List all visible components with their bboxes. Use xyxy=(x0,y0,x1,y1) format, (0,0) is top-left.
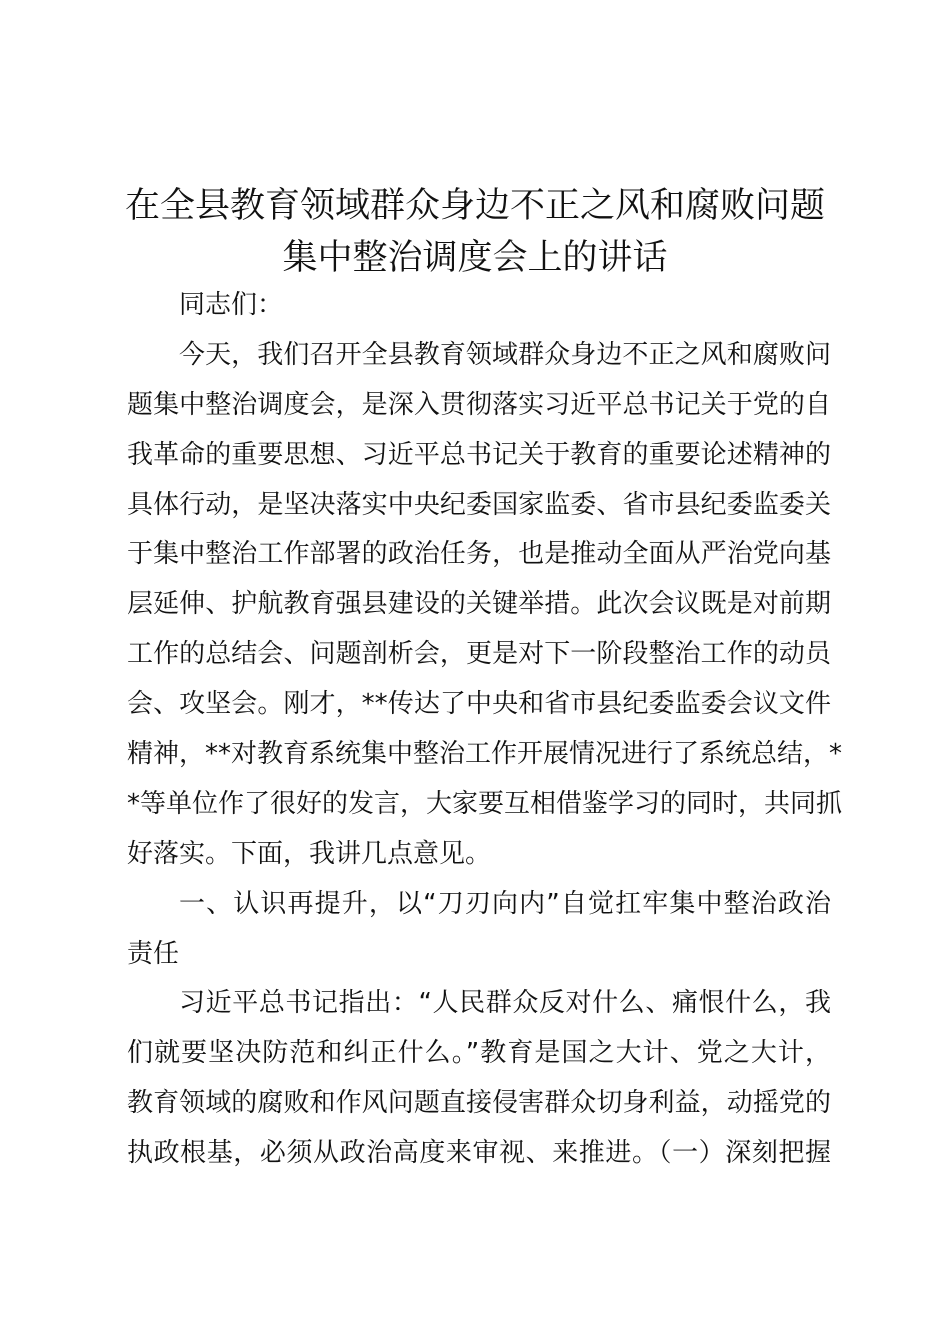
paragraph-line: 层延伸、护航教育强县建设的关键举措。此次会议既是对前期 xyxy=(127,589,831,620)
paragraph-section-1 xyxy=(127,979,831,1179)
heading-line: 责任 xyxy=(127,938,180,969)
paragraph-line: 工作的总结会、问题剖析会，更是对下一阶段整治工作的动员 xyxy=(127,639,831,670)
paragraph-line: 题集中整治调度会，是深入贯彻落实习近平总书记关于党的自 xyxy=(127,389,831,420)
paragraph-line: 今天，我们召开全县教育领域群众身边不正之风和腐败问 xyxy=(179,339,831,370)
paragraph-line: 执政根基，必须从政治高度来审视、来推进。（一）深刻把握 xyxy=(127,1138,831,1169)
paragraph-opening xyxy=(127,331,843,880)
document-title xyxy=(120,180,830,284)
paragraph-line: *等单位作了很好的发言，大家要互相借鉴学习的同时，共同抓 xyxy=(127,788,843,819)
paragraph-line: 好落实。下面，我讲几点意见。 xyxy=(127,838,492,869)
salutation: 同志们： xyxy=(179,290,284,320)
paragraph-line: 具体行动，是坚决落实中央纪委国家监委、省市县纪委监委关 xyxy=(127,489,831,520)
paragraph-line: 们就要坚决防范和纠正什么。”教育是国之大计、党之大计， xyxy=(127,1038,831,1069)
paragraph-line: 教育领域的腐败和作风问题直接侵害群众切身利益，动摇党的 xyxy=(127,1088,831,1119)
title-line-2: 集中整治调度会上的讲话 xyxy=(282,238,668,278)
paragraph-line: 我革命的重要思想、习近平总书记关于教育的重要论述精神的 xyxy=(127,439,831,470)
paragraph-line: 会、攻坚会。刚才，**传达了中央和省市县纪委监委会议文件 xyxy=(127,689,831,720)
document-body xyxy=(127,281,843,1179)
heading-line: 一、认识再提升，以“刀刃向内”自觉扛牢集中整治政治 xyxy=(179,888,831,919)
paragraph-line: 习近平总书记指出：“人民群众反对什么、痛恨什么，我 xyxy=(179,988,831,1019)
paragraph-line: 于集中整治工作部署的政治任务，也是推动全面从严治党向基 xyxy=(127,539,831,570)
title-line-1: 在全县教育领域群众身边不正之风和腐败问题 xyxy=(124,186,825,226)
section-heading-1 xyxy=(127,880,831,980)
paragraph-line: 精神，**对教育系统集中整治工作开展情况进行了系统总结，* xyxy=(127,739,843,770)
